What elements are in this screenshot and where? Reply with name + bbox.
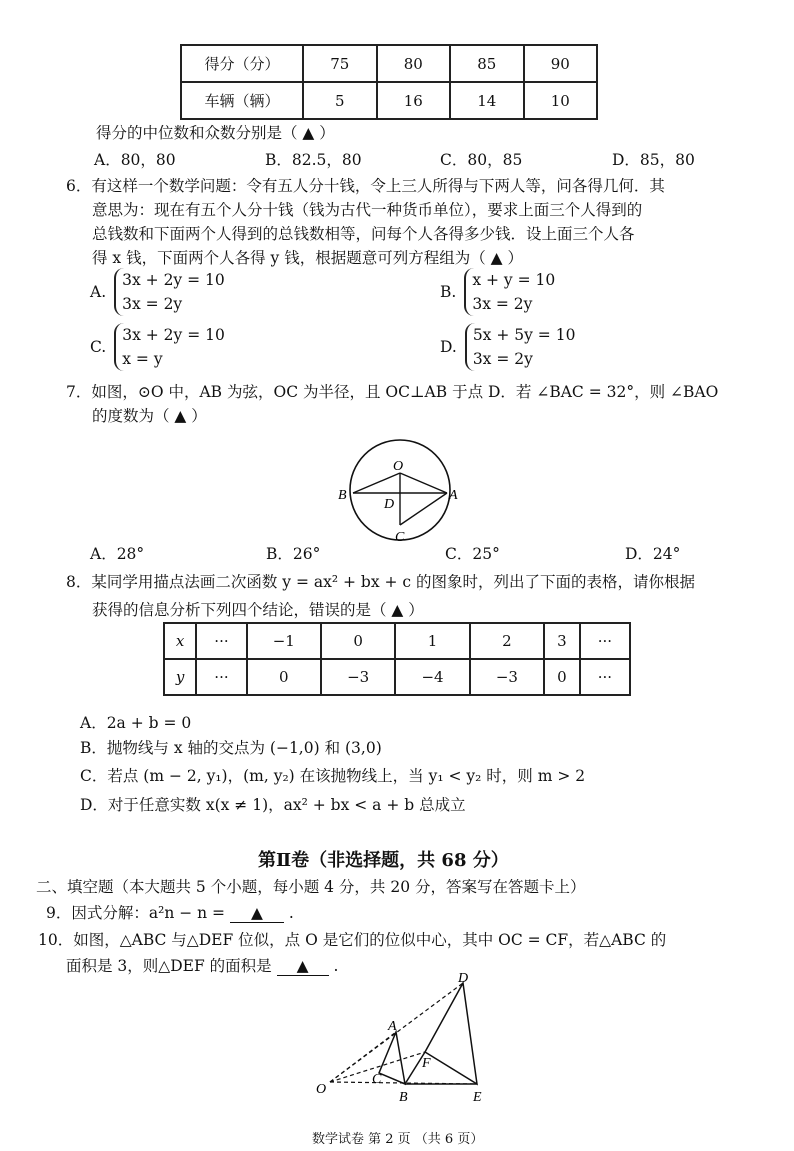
q9-end: .	[288, 904, 294, 922]
homothety-figure	[310, 970, 500, 1105]
label-c: C	[372, 1072, 382, 1087]
q8-line-2: 获得的信息分析下列四个结论，错误的是（ ▲ ）	[92, 601, 424, 619]
option-label: C.	[90, 338, 107, 356]
score-table	[180, 44, 598, 120]
q5-option-d: D．85，80	[612, 151, 695, 169]
section-heading: 二、填空题（本大题共 5 个小题，每小题 4 分，共 20 分，答案写在答题卡上）	[36, 878, 586, 896]
label-o: O	[393, 459, 404, 474]
table-cell: ···	[196, 659, 246, 695]
option-label: D.	[440, 338, 457, 356]
option-label: A.	[90, 283, 107, 301]
table-cell: 0	[321, 623, 395, 659]
q9-text: 9．因式分解：a²n − n =	[46, 904, 226, 922]
table-cell: −4	[395, 659, 469, 695]
option-label: B.	[440, 283, 457, 301]
equation: 3x + 2y = 10	[122, 271, 225, 289]
triangle-def	[425, 983, 477, 1084]
equation: x + y = 10	[472, 271, 556, 289]
circle-figure	[330, 430, 470, 545]
label-d: D	[458, 971, 469, 986]
equation-system	[464, 268, 555, 316]
q7-option-a: A．28°	[90, 545, 145, 563]
equation: 3x + 2y = 10	[122, 326, 225, 344]
q6-line-4: 得 x 钱，下面两个人各得 y 钱，根据题意可列方程组为（ ▲ ）	[92, 249, 523, 267]
q8-option-c: C．若点 (m − 2, y₁)，(m, y₂) 在该抛物线上，当 y₁ < y₂ 时，则 m > 2	[80, 767, 586, 785]
label-d: D	[384, 497, 395, 512]
q9	[46, 901, 294, 923]
table-cell: 14	[450, 82, 524, 119]
q7-line-1: 7．如图，⊙O 中，AB 为弦，OC 为半径，且 OC⊥AB 于点 D．若 ∠BAC = 32°，则 ∠BAO	[66, 383, 719, 401]
equation: 5x + 5y = 10	[472, 326, 576, 344]
table-cell: y	[164, 659, 196, 695]
table-cell: −1	[247, 623, 321, 659]
q6-option-c	[90, 323, 225, 371]
q8-option-d: D．对于任意实数 x(x ≠ 1)，ax² + bx < a + b 总成立	[80, 796, 466, 814]
q7-option-d: D．24°	[625, 545, 681, 563]
equation-system	[114, 323, 225, 371]
answer-blank: ▲	[277, 957, 329, 976]
q6-option-a	[90, 268, 225, 316]
q6-option-d	[440, 323, 575, 371]
label-a: A	[388, 1019, 397, 1034]
xy-table	[163, 622, 631, 696]
table-cell: 80	[377, 45, 451, 82]
table-cell: −3	[321, 659, 395, 695]
table-cell: 85	[450, 45, 524, 82]
q8-option-b: B．抛物线与 x 轴的交点为 (−1,0) 和 (3,0)	[80, 739, 382, 757]
equation-system	[114, 268, 225, 316]
q6-option-b	[440, 268, 555, 316]
table-cell: 1	[395, 623, 469, 659]
q10-text: 面积是 3，则△DEF 的面积是	[66, 957, 272, 975]
table-cell: 0	[247, 659, 321, 695]
q7-option-c: C．25°	[445, 545, 500, 563]
label-b: B	[399, 1090, 408, 1105]
part2-title: 第Ⅱ卷（非选择题，共 68 分）	[258, 850, 509, 871]
q6-line-1: 6．有这样一个数学问题：令有五人分十钱，令上三人所得与下两人等，问各得几何．其	[66, 177, 665, 195]
table-cell: 0	[544, 659, 580, 695]
equation-system	[465, 323, 576, 371]
triangle-abc	[379, 1032, 405, 1084]
table-cell: 16	[377, 82, 451, 119]
q8-option-a: A．2a + b = 0	[80, 714, 192, 732]
label-e: E	[473, 1090, 482, 1105]
table-cell: 2	[470, 623, 544, 659]
q10-end: .	[333, 957, 339, 975]
label-a: A	[449, 488, 458, 503]
equation: 3x = 2y	[122, 295, 183, 313]
table-cell: 得分（分）	[181, 45, 303, 82]
table-cell: −3	[470, 659, 544, 695]
table-cell: 90	[524, 45, 598, 82]
table-cell: 10	[524, 82, 598, 119]
q6-line-3: 总钱数和下面两个人得到的总钱数相等，问每个人各得多少钱．设上面三个人各	[92, 225, 635, 243]
table-cell: 75	[303, 45, 377, 82]
q7-option-b: B．26°	[266, 545, 321, 563]
table-cell: x	[164, 623, 196, 659]
table-cell: ···	[196, 623, 246, 659]
page-footer: 数学试卷 第 2 页 （共 6 页）	[312, 1132, 484, 1147]
q5-option-b: B．82.5，80	[265, 151, 362, 169]
q10-line-1: 10．如图，△ABC 与△DEF 位似，点 O 是它们的位似中心，其中 OC = CF，若△ABC 的	[38, 931, 667, 949]
table-cell: 5	[303, 82, 377, 119]
label-c: C	[395, 530, 405, 545]
answer-blank: ▲	[230, 904, 284, 923]
table-cell: 车辆（辆）	[181, 82, 303, 119]
equation: 3x = 2y	[472, 350, 533, 368]
q5-text: 得分的中位数和众数分别是（ ▲ ）	[96, 124, 335, 142]
q6-line-2: 意思为：现在有五个人分十钱（钱为古代一种货币单位），要求上面三个人得到的	[92, 201, 643, 219]
q10-line-2	[66, 954, 338, 976]
segment-ob	[353, 473, 400, 493]
q5-option-a: A．80，80	[94, 151, 176, 169]
label-f: F	[422, 1056, 431, 1071]
table-cell: 3	[544, 623, 580, 659]
q7-line-2: 的度数为（ ▲ ）	[92, 407, 207, 425]
segment-oa	[400, 473, 447, 493]
equation: 3x = 2y	[472, 295, 533, 313]
table-cell: ···	[580, 623, 630, 659]
table-cell: ···	[580, 659, 630, 695]
label-b: B	[338, 488, 347, 503]
q8-line-1: 8．某同学用描点法画二次函数 y = ax² + bx + c 的图象时，列出了下面的表格，请你根据	[66, 573, 696, 591]
q5-option-c: C．80，85	[440, 151, 523, 169]
equation: x = y	[122, 350, 163, 368]
label-o: O	[316, 1082, 327, 1097]
